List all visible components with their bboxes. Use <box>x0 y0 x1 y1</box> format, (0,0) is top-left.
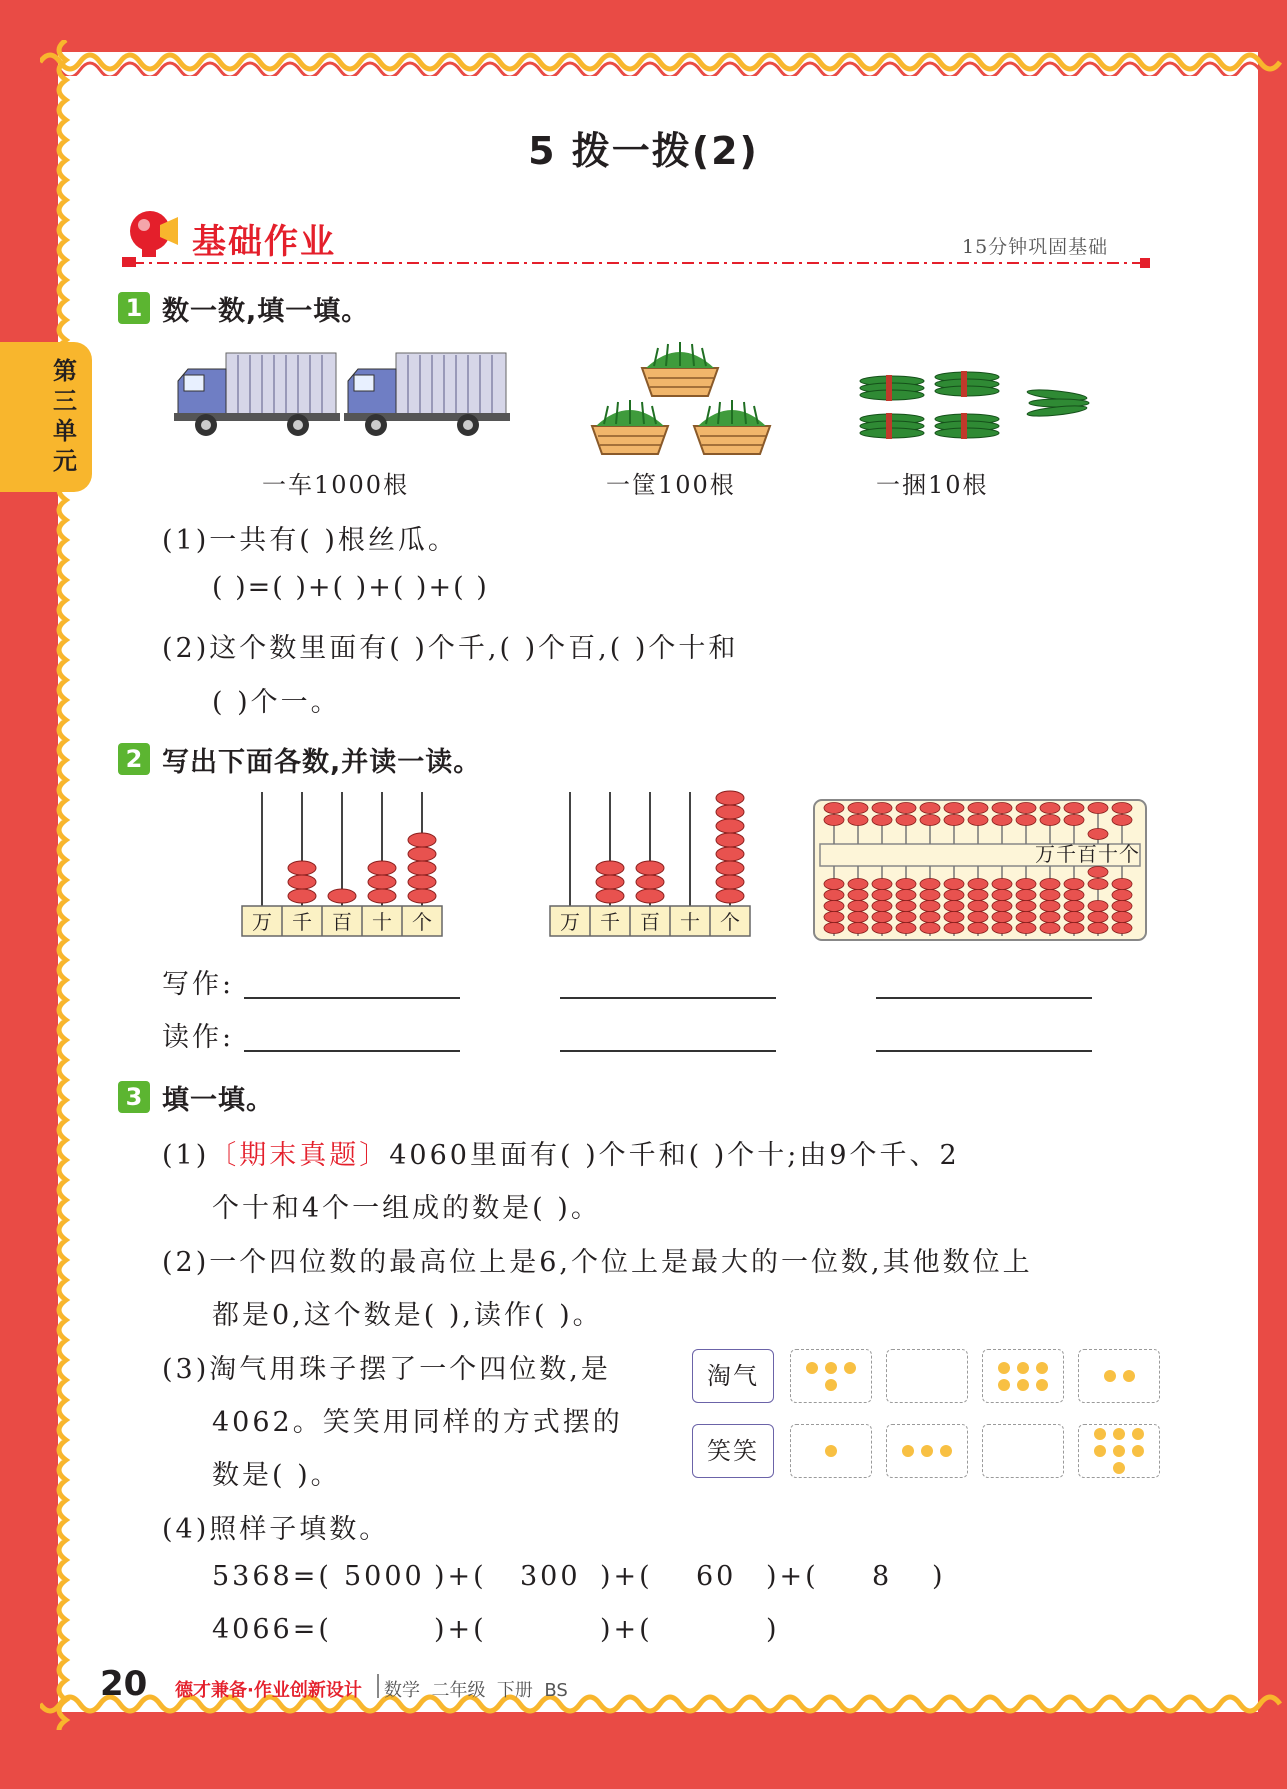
abacus-bead <box>716 889 744 903</box>
write-label: 写作: <box>162 969 235 1000</box>
suanpan-bead <box>944 923 964 934</box>
abacus-bead <box>596 861 624 875</box>
suanpan-bead <box>872 815 892 826</box>
truck-icon <box>174 353 340 436</box>
basket-icon <box>642 342 718 396</box>
bead-box <box>1078 1424 1160 1478</box>
bead-dot <box>902 1445 914 1457</box>
abacus-bead <box>368 875 396 889</box>
suanpan-bead <box>1064 923 1084 934</box>
suanpan-bead <box>824 803 844 814</box>
place-label: 百 <box>640 910 660 934</box>
suanpan-abacus <box>812 798 1148 942</box>
bead-box <box>886 1424 968 1478</box>
suanpan-bead <box>872 890 892 901</box>
suanpan-bead <box>1016 890 1036 901</box>
baskets-illustration <box>585 340 775 460</box>
page-title: 5 拨一拨(2) <box>528 129 759 173</box>
suanpan-bead <box>1088 923 1108 934</box>
exam-tag: 〔期末真题〕 <box>209 1140 390 1171</box>
suanpan-bead <box>872 803 892 814</box>
suanpan-bead <box>920 901 940 912</box>
decorative-wave-border-left <box>44 40 80 1730</box>
abacus-bead <box>636 889 664 903</box>
suanpan-bead <box>1040 815 1060 826</box>
section-subtitle: 15分钟巩固基础 <box>962 236 1109 258</box>
abacus-bead <box>636 875 664 889</box>
write-answer-line[interactable] <box>876 997 1092 999</box>
question-title: 数一数,填一填。 <box>162 296 370 327</box>
suanpan-bead <box>824 912 844 923</box>
suanpan-bead <box>944 815 964 826</box>
suanpan-bead <box>848 815 868 826</box>
question-title: 填一填。 <box>162 1085 274 1116</box>
q3-part1-line1 <box>162 1133 960 1172</box>
bead-box <box>982 1424 1064 1478</box>
suanpan-bead <box>896 912 916 923</box>
suanpan-bead <box>872 923 892 934</box>
suanpan-bead <box>824 923 844 934</box>
bead-dot <box>1036 1362 1048 1374</box>
question-number: 2 <box>118 743 150 775</box>
place-label: 万 <box>560 910 580 934</box>
close-paren: ) <box>766 1614 780 1645</box>
suanpan-bead <box>1016 912 1036 923</box>
suanpan-bead <box>1088 901 1108 912</box>
suanpan-bead <box>920 912 940 923</box>
bead-dot <box>1113 1428 1125 1440</box>
abacus-bead <box>408 847 436 861</box>
suanpan-bead <box>1040 890 1060 901</box>
suanpan-bead <box>968 901 988 912</box>
q1-equation: ( )=( )+( )+( )+( ) <box>212 572 489 603</box>
suanpan-bead <box>1016 901 1036 912</box>
caption-truck: 一车1000根 <box>262 471 410 499</box>
suanpan-bead <box>872 901 892 912</box>
suanpan-bead <box>1064 890 1084 901</box>
bundle-icon <box>860 375 924 401</box>
abacus-bead <box>716 861 744 875</box>
bead-box <box>886 1349 968 1403</box>
bead-dot <box>940 1445 952 1457</box>
bead-box <box>1078 1349 1160 1403</box>
read-label: 读作: <box>162 1022 235 1053</box>
suanpan-bead <box>1088 803 1108 814</box>
suanpan-bead <box>1064 879 1084 890</box>
write-answer-line[interactable] <box>560 997 776 999</box>
bundles-illustration <box>855 365 1105 445</box>
suanpan-bead <box>920 803 940 814</box>
q1-part2-line2: ( )个一。 <box>212 687 341 718</box>
suanpan-bead <box>824 879 844 890</box>
suanpan-bead <box>848 912 868 923</box>
suanpan-bead <box>848 803 868 814</box>
bead-dot <box>1113 1462 1125 1474</box>
read-answer-line[interactable] <box>244 1050 460 1052</box>
suanpan-bead <box>1112 890 1132 901</box>
abacus-2 <box>548 790 758 940</box>
question-lhs: 4066=( <box>212 1614 332 1645</box>
abacus-bead <box>408 875 436 889</box>
lightbulb-icon <box>122 211 178 267</box>
place-label: 千 <box>600 910 620 934</box>
suanpan-bead <box>968 923 988 934</box>
abacus-bead <box>716 875 744 889</box>
abacus-bead <box>716 805 744 819</box>
suanpan-bead <box>824 890 844 901</box>
trucks-illustration <box>170 345 510 445</box>
abacus-bead <box>288 861 316 875</box>
suanpan-bead <box>1112 923 1132 934</box>
footer-info: 数学 二年级 下册 BS <box>384 1680 568 1701</box>
suanpan-bead <box>1064 901 1084 912</box>
q1-part2-line1: (2)这个数里面有( )个千,( )个百,( )个十和 <box>162 633 739 664</box>
abacus-bead <box>716 819 744 833</box>
suanpan-bead <box>1040 923 1060 934</box>
suanpan-bead <box>896 803 916 814</box>
suanpan-place-labels: 万千百十个 <box>1035 842 1140 866</box>
abacus-bead <box>636 861 664 875</box>
place-label: 个 <box>412 910 432 934</box>
bead-dot <box>998 1379 1010 1391</box>
suanpan-bead <box>944 803 964 814</box>
footer-divider <box>377 1674 379 1698</box>
suanpan-bead <box>896 923 916 934</box>
suanpan-bead <box>896 879 916 890</box>
place-label: 十 <box>372 910 392 934</box>
place-label: 十 <box>680 910 700 934</box>
place-label: 千 <box>292 910 312 934</box>
decorative-wave-border-top <box>40 40 1287 76</box>
bead-box <box>790 1424 872 1478</box>
question-number: 3 <box>118 1081 150 1113</box>
basket-icon <box>694 400 770 454</box>
basket-icon <box>592 400 668 454</box>
suanpan-bead <box>1064 815 1084 826</box>
suanpan-bead <box>896 901 916 912</box>
suanpan-bead <box>992 923 1012 934</box>
suanpan-bead <box>848 879 868 890</box>
plus-sign: )+( <box>600 1561 653 1592</box>
bead-dot <box>1017 1362 1029 1374</box>
suanpan-bead <box>1112 901 1132 912</box>
bead-dot <box>921 1445 933 1457</box>
suanpan-bead <box>896 815 916 826</box>
bead-dot <box>1094 1445 1106 1457</box>
suanpan-bead <box>1040 879 1060 890</box>
suanpan-bead <box>920 890 940 901</box>
q3-part1-line2: 个十和4个一组成的数是( )。 <box>212 1193 601 1224</box>
caption-basket: 一筐100根 <box>606 471 736 499</box>
q3-part3-line2: 4062。笑笑用同样的方式摆的 <box>212 1407 623 1438</box>
bead-dot <box>844 1362 856 1374</box>
abacus-1 <box>240 790 450 940</box>
plus-sign: )+( <box>434 1614 487 1645</box>
suanpan-bead <box>1016 803 1036 814</box>
suanpan-bead <box>1088 879 1108 890</box>
bundle-icon <box>935 413 999 439</box>
suanpan-bead <box>920 923 940 934</box>
suanpan-bead <box>968 912 988 923</box>
q3-part1-rest: 4060里面有( )个千和( )个十;由9个千、2 <box>389 1140 960 1171</box>
suanpan-bead <box>872 879 892 890</box>
footer-brand: 德才兼备·作业创新设计 <box>175 1680 362 1701</box>
bead-dot <box>1123 1370 1135 1382</box>
suanpan-bead <box>848 890 868 901</box>
suanpan-bead <box>992 879 1012 890</box>
suanpan-bead <box>1112 879 1132 890</box>
page-number: 20 <box>100 1664 148 1704</box>
suanpan-bead <box>824 815 844 826</box>
abacus-bead <box>716 833 744 847</box>
read-answer-line[interactable] <box>876 1050 1092 1052</box>
bead-box <box>790 1349 872 1403</box>
suanpan-bead <box>1040 901 1060 912</box>
suanpan-bead <box>1016 815 1036 826</box>
bead-dot <box>1017 1379 1029 1391</box>
xiaoxiao-label: 笑笑 <box>692 1424 774 1478</box>
plus-sign: )+( <box>600 1614 653 1645</box>
bundle-icon <box>860 413 924 439</box>
bead-dot <box>825 1362 837 1374</box>
example-lhs: 5368=( <box>212 1561 332 1592</box>
unit-tab-label: 第三单元 <box>53 357 77 475</box>
abacus-bead <box>408 861 436 875</box>
section-title: 基础作业 <box>192 222 336 262</box>
abacus-bead <box>716 791 744 805</box>
suanpan-bead <box>896 890 916 901</box>
bead-dot <box>1094 1428 1106 1440</box>
q3-part2-line1: (2)一个四位数的最高位上是6,个位上是最大的一位数,其他数位上 <box>162 1247 1033 1278</box>
suanpan-bead <box>1064 912 1084 923</box>
suanpan-bead <box>944 879 964 890</box>
place-label: 个 <box>720 910 740 934</box>
bead-dot <box>1113 1445 1125 1457</box>
suanpan-bead <box>1088 912 1108 923</box>
loose-loofah-icon <box>1027 388 1089 418</box>
bead-dot <box>1036 1379 1048 1391</box>
abacus-bead <box>596 889 624 903</box>
close-paren: ) <box>932 1561 946 1592</box>
question-number: 1 <box>118 292 150 324</box>
abacus-bead <box>288 875 316 889</box>
q1-part1: (1)一共有( )根丝瓜。 <box>162 525 458 556</box>
suanpan-bead <box>1040 912 1060 923</box>
abacus-bead <box>368 889 396 903</box>
abacus-bead <box>288 889 316 903</box>
unit-tab <box>0 342 92 492</box>
abacus-bead <box>368 861 396 875</box>
caption-bundle: 一捆10根 <box>876 471 989 499</box>
suanpan-bead <box>968 803 988 814</box>
suanpan-bead <box>848 901 868 912</box>
suanpan-bead <box>992 803 1012 814</box>
suanpan-bead <box>944 912 964 923</box>
example-value-thousands: 5000 <box>344 1561 425 1592</box>
q3-part2-line2: 都是0,这个数是( ),读作( )。 <box>212 1300 603 1331</box>
suanpan-bead <box>920 879 940 890</box>
suanpan-bead <box>1112 815 1132 826</box>
abacus-bead <box>408 889 436 903</box>
suanpan-bead <box>992 912 1012 923</box>
plus-sign: )+( <box>766 1561 819 1592</box>
abacus-bead <box>716 847 744 861</box>
bead-box <box>982 1349 1064 1403</box>
suanpan-bead <box>824 901 844 912</box>
abacus-bead <box>408 833 436 847</box>
suanpan-bead <box>1016 879 1036 890</box>
place-label: 百 <box>332 910 352 934</box>
suanpan-bead <box>920 815 940 826</box>
truck-icon <box>344 353 510 436</box>
write-answer-line[interactable] <box>244 997 460 999</box>
q3-part4-title: (4)照样子填数。 <box>162 1514 390 1545</box>
bead-dot <box>1132 1428 1144 1440</box>
suanpan-bead <box>1112 803 1132 814</box>
example-value-hundreds: 300 <box>520 1561 581 1592</box>
suanpan-bead <box>1088 829 1108 840</box>
place-label: 万 <box>252 910 272 934</box>
suanpan-bead <box>848 923 868 934</box>
suanpan-bead <box>992 890 1012 901</box>
suanpan-bead <box>992 815 1012 826</box>
suanpan-bead <box>1016 923 1036 934</box>
q3-part3-line3: 数是( )。 <box>212 1460 341 1491</box>
example-value-ones: 8 <box>872 1561 893 1592</box>
question-title: 写出下面各数,并读一读。 <box>162 747 482 778</box>
suanpan-bead <box>944 890 964 901</box>
q3-part1-prefix: (1) <box>162 1140 210 1171</box>
suanpan-bead <box>992 901 1012 912</box>
read-answer-line[interactable] <box>560 1050 776 1052</box>
taoqi-label: 淘气 <box>692 1349 774 1403</box>
suanpan-bead <box>944 901 964 912</box>
suanpan-bead <box>968 815 988 826</box>
bead-dot <box>1132 1445 1144 1457</box>
suanpan-bead <box>1064 803 1084 814</box>
example-value-tens: 60 <box>696 1561 737 1592</box>
suanpan-bead <box>1088 867 1108 878</box>
bead-dot <box>825 1445 837 1457</box>
suanpan-bead <box>968 879 988 890</box>
plus-sign: )+( <box>434 1561 487 1592</box>
suanpan-bead <box>968 890 988 901</box>
q3-part3-line1: (3)淘气用珠子摆了一个四位数,是 <box>162 1354 611 1385</box>
bead-dot <box>1104 1370 1116 1382</box>
abacus-bead <box>328 889 356 903</box>
suanpan-bead <box>1112 912 1132 923</box>
bundle-icon <box>935 371 999 397</box>
suanpan-bead <box>872 912 892 923</box>
bead-dot <box>998 1362 1010 1374</box>
suanpan-bead <box>1040 803 1060 814</box>
bead-dot <box>825 1379 837 1391</box>
abacus-bead <box>596 875 624 889</box>
bead-dot <box>806 1362 818 1374</box>
